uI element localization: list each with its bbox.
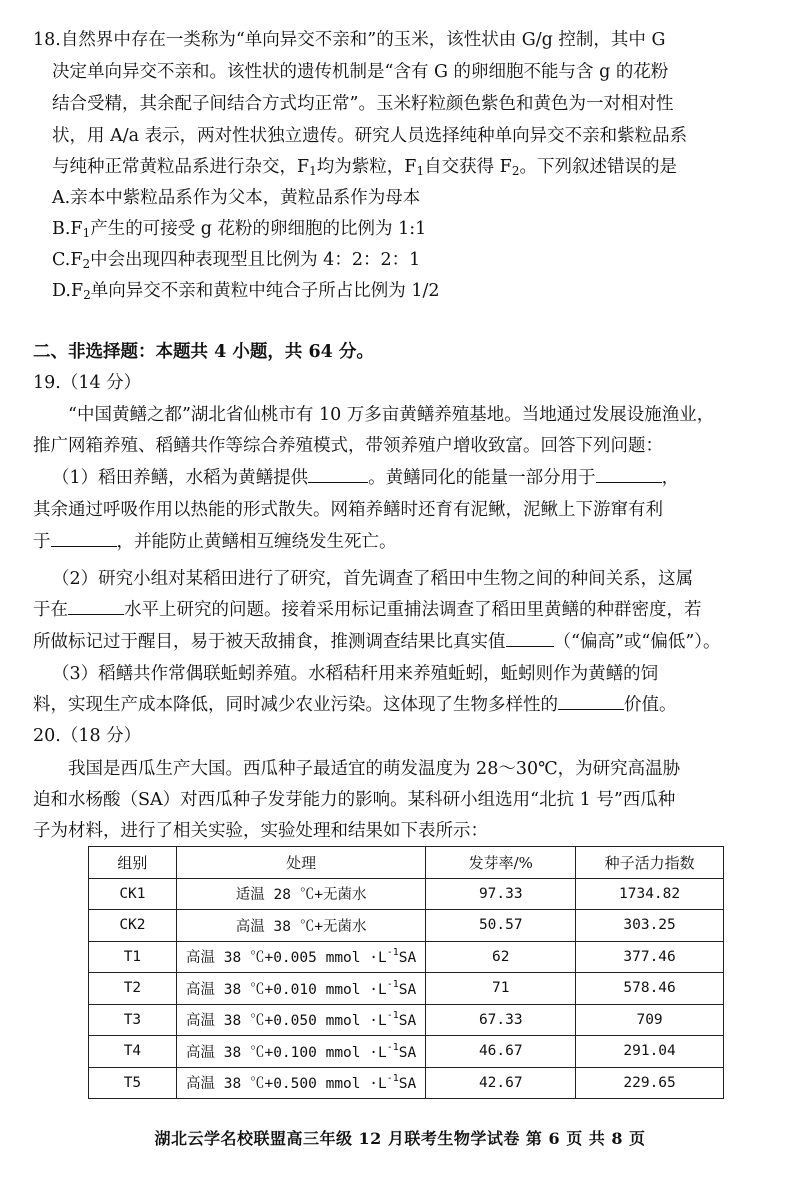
section-2-heading: 二、非选择题：本题共 4 小题，共 64 分。 [33, 342, 374, 362]
q19-intro-2: 推广网箱养殖、稻鳝共作等综合养殖模式，带领养殖户增收致富。回答下列问题： [33, 436, 663, 456]
header-group: 组别 [89, 847, 177, 879]
q19-part-2-text-a: 于在 [33, 600, 68, 620]
q18-option-d-text: 单向异交不亲和黄粒中纯合子所占比例为 1/2 [90, 281, 440, 301]
cell-germination-rate: 46.67 [426, 1036, 576, 1068]
q18-line-2: 决定单向异交不亲和。该性状的遗传机制是“含有 G 的卵细胞不能与含 g 的花粉 [52, 62, 669, 82]
q18-option-d [52, 279, 440, 307]
q18-line-4: 状，用 A/a 表示，两对性状独立遗传。研究人员选择纯种单向异交不亲和紫粒品系 [52, 126, 688, 146]
q18-line-3: 结合受精，其余配子间结合方式均正常”。玉米籽粒颜色紫色和黄色为一对相对性 [52, 94, 674, 114]
cell-group: CK1 [89, 878, 177, 910]
cell-vigor-index: 709 [576, 1004, 724, 1036]
subscript-1: 1 [309, 164, 317, 178]
q19-part-1-text-e: ，并能防止黄鳝相互缠绕发生死亡。 [116, 532, 397, 552]
q18-line-5-part-a: 与纯种正常黄粒品系进行杂交，F [52, 157, 310, 177]
unit-superscript: -1 [386, 1073, 399, 1085]
treatment-text: 适温 28 ℃+无菌水 [235, 887, 367, 904]
unit-superscript: -1 [386, 1041, 399, 1053]
treatment-text: 高温 38 ℃+0.500 [186, 1076, 317, 1093]
treatment-text: 高温 38 ℃+无菌水 [235, 918, 367, 935]
table-row [89, 973, 724, 1005]
q19-part-2-text-b: 水平上研究的问题。接着采用标记重捕法调查了稻田里黄鳝的种群密度，若 [124, 600, 702, 620]
q19-part-3-text-a: 料，实现生产成本降低，同时减少农业污染。这体现了生物多样性的 [33, 695, 558, 715]
q19-part-3-text-b: 价值。 [624, 695, 677, 715]
cell-treatment [176, 1004, 426, 1036]
q19-header: 19.（14 分） [33, 373, 142, 393]
table-header-row [89, 847, 724, 879]
treatment-text: 高温 38 ℃+0.005 [186, 950, 317, 967]
cell-germination-rate: 42.67 [426, 1067, 576, 1099]
cell-vigor-index: 578.46 [576, 973, 724, 1005]
q20-intro-3: 子为材料，进行了相关实验，实验处理和结果如下表所示： [33, 821, 488, 841]
cell-treatment [176, 973, 426, 1005]
q18-option-c [52, 248, 420, 276]
q20-header: 20.（18 分） [33, 726, 142, 746]
answer-blank-2[interactable] [596, 466, 662, 483]
unit-suffix: SA [398, 1013, 417, 1030]
cell-treatment [176, 878, 426, 910]
table-row [89, 1004, 724, 1036]
q19-part-1-text-b: 。黄鳝同化的能量一部分用于 [368, 468, 596, 488]
q19-part-1-text-d: 于 [33, 532, 51, 552]
cell-vigor-index: 377.46 [576, 941, 724, 973]
answer-blank-1[interactable] [308, 466, 368, 483]
q19-part-1-text-a: （1）稻田养鳝，水稻为黄鳝提供 [52, 468, 309, 488]
table-row [89, 1067, 724, 1099]
results-table [88, 846, 724, 1099]
q19-part-1-line-2: 其余通过呼吸作用以热能的形式散失。网箱养鳝时还育有泥鳅，泥鳅上下游窜有利 [33, 500, 663, 520]
treatment-text: 高温 38 ℃+0.100 [186, 1044, 317, 1061]
header-treatment: 处理 [176, 847, 426, 879]
q19-part-2-text-c: 所做标记过于醒目，易于被天敌捕食，推测调查结果比真实值 [33, 632, 506, 652]
answer-blank-5[interactable] [506, 630, 554, 647]
q18-option-b [52, 217, 426, 245]
cell-group: T5 [89, 1067, 177, 1099]
q18-option-a: A.亲本中紫粒品系作为父本，黄粒品系作为母本 [52, 188, 421, 208]
unit-prefix: mmol ·L [325, 1076, 387, 1093]
table-row [89, 910, 724, 942]
q19-part-2-line-2 [33, 598, 702, 622]
cell-germination-rate: 71 [426, 973, 576, 1005]
unit-prefix: mmol ·L [325, 981, 387, 998]
cell-vigor-index: 229.65 [576, 1067, 724, 1099]
q18-option-b-prefix: B.F [52, 219, 83, 239]
cell-treatment [176, 1036, 426, 1068]
cell-vigor-index: 1734.82 [576, 878, 724, 910]
cell-group: T1 [89, 941, 177, 973]
q18-line-5-part-d: 。下列叙述错误的是 [519, 157, 677, 177]
q19-part-2-line-3 [33, 630, 721, 654]
cell-vigor-index: 291.04 [576, 1036, 724, 1068]
answer-blank-3[interactable] [51, 530, 117, 547]
q18-option-b-text: 产生的可接受 g 花粉的卵细胞的比例为 1:1 [90, 219, 427, 239]
q19-part-1-text-c: ， [661, 468, 680, 488]
unit-prefix: mmol ·L [325, 1013, 387, 1030]
q18-option-c-prefix: C.F [52, 250, 83, 270]
cell-group: T3 [89, 1004, 177, 1036]
cell-germination-rate: 67.33 [426, 1004, 576, 1036]
subscript-2c: 2 [83, 288, 91, 302]
q18-line-5-part-b: 均为紫粒，F [316, 157, 417, 177]
answer-blank-6[interactable] [558, 693, 624, 710]
subscript-1b: 1 [416, 164, 425, 178]
q19-part-1-line-1 [52, 466, 679, 490]
cell-treatment [176, 910, 426, 942]
page-footer: 湖北云学名校联盟高三年级 12 月联考生物学试卷 第 6 页 共 8 页 [154, 1129, 646, 1148]
header-germination-rate: 发芽率/% [426, 847, 576, 879]
q19-part-3-line-1: （3）稻鳝共作常偶联蚯蚓养殖。水稻秸秆用来养殖蚯蚓，蚯蚓则作为黄鳝的饲 [52, 664, 659, 684]
q18-option-c-text: 中会出现四种表现型且比例为 4：2：2：1 [90, 250, 421, 270]
q19-part-1-line-3 [33, 530, 397, 554]
unit-suffix: SA [398, 1044, 417, 1061]
q19-intro-1: “中国黄鳝之都”湖北省仙桃市有 10 万多亩黄鳝养殖基地。当地通过发展设施渔业， [68, 405, 715, 425]
q19-part-2-text-d: （“偏高”或“偏低”）。 [553, 632, 721, 652]
q19-part-2-line-1: （2）研究小组对某稻田进行了研究，首先调查了稻田中生物之间的种间关系，这属 [52, 569, 694, 589]
table-row [89, 1036, 724, 1068]
unit-prefix: mmol ·L [325, 1044, 387, 1061]
answer-blank-4[interactable] [68, 598, 124, 615]
cell-germination-rate: 62 [426, 941, 576, 973]
unit-suffix: SA [398, 981, 417, 998]
subscript-1c: 1 [82, 226, 91, 240]
unit-suffix: SA [398, 1076, 417, 1093]
q18-line-5-part-c: 自交获得 F [424, 157, 512, 177]
cell-group: CK2 [89, 910, 177, 942]
cell-treatment [176, 941, 426, 973]
unit-suffix: SA [398, 950, 417, 967]
q20-intro-1: 我国是西瓜生产大国。西瓜种子最适宜的萌发温度为 28～30℃，为研究高温胁 [68, 759, 681, 779]
treatment-text: 高温 38 ℃+0.050 [186, 1013, 317, 1030]
subscript-2: 2 [511, 164, 520, 178]
unit-superscript: -1 [386, 947, 399, 959]
cell-group: T2 [89, 973, 177, 1005]
subscript-2b: 2 [82, 257, 91, 271]
treatment-text: 高温 38 ℃+0.010 [186, 981, 317, 998]
header-vigor-index: 种子活力指数 [576, 847, 724, 879]
q20-intro-2: 迫和水杨酸（SA）对西瓜种子发芽能力的影响。某科研小组选用“北抗 1 号”西瓜种 [33, 790, 676, 810]
q18-line-1: 18.自然界中存在一类称为“单向异交不亲和”的玉米，该性状由 G/g 控制，其中 G [33, 30, 666, 50]
cell-germination-rate: 97.33 [426, 878, 576, 910]
unit-superscript: -1 [386, 1010, 399, 1022]
cell-group: T4 [89, 1036, 177, 1068]
table-row [89, 878, 724, 910]
q18-line-5 [52, 155, 677, 183]
cell-germination-rate: 50.57 [426, 910, 576, 942]
cell-treatment [176, 1067, 426, 1099]
unit-superscript: -1 [386, 978, 399, 990]
q19-part-3-line-2 [33, 693, 677, 717]
table-row [89, 941, 724, 973]
cell-vigor-index: 303.25 [576, 910, 724, 942]
unit-prefix: mmol ·L [325, 950, 387, 967]
q18-option-d-prefix: D.F [52, 281, 84, 301]
